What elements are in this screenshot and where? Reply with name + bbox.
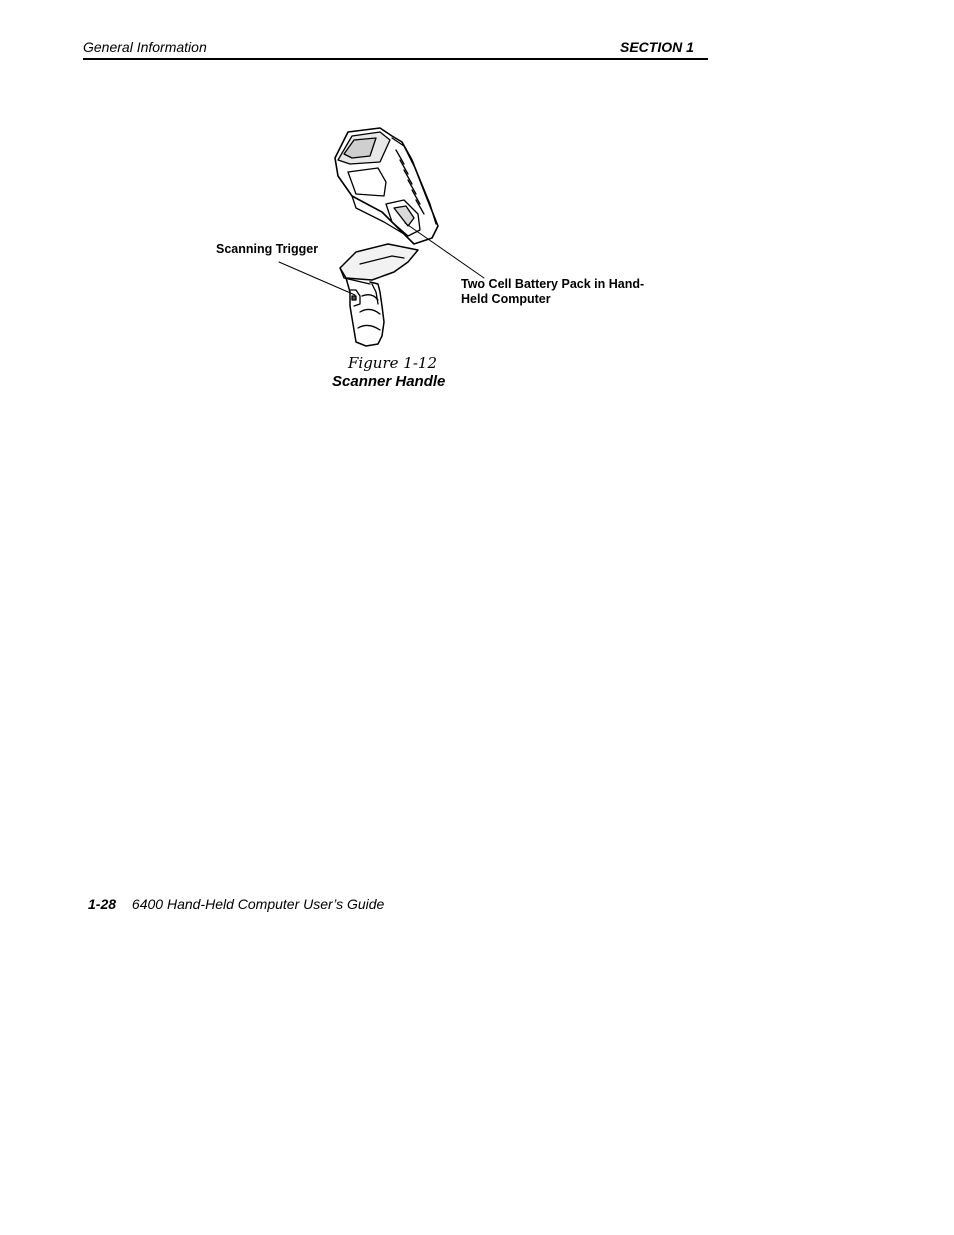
page-footer: [88, 896, 384, 912]
header-section-number: SECTION 1: [620, 39, 694, 55]
footer-guide-title: 6400 Hand-Held Computer User’s Guide: [131, 896, 385, 912]
scanner-handle-illustration: [0, 0, 954, 420]
battery-pack-callout: [461, 277, 661, 306]
scanning-trigger-callout: Scanning Trigger: [216, 242, 319, 256]
hand-held-computer-drawing: [335, 128, 438, 244]
scanner-handle-drawing: [340, 244, 418, 346]
footer-page-number: 1-28: [88, 896, 117, 912]
header-section-name: General Information: [83, 39, 207, 55]
figure-title: Scanner Handle: [332, 373, 446, 390]
battery-callout-line-2: Held Computer: [461, 291, 551, 306]
battery-callout-line-1: Two Cell Battery Pack in Hand-: [461, 277, 645, 291]
figure-number: Figure 1-12: [348, 354, 437, 372]
